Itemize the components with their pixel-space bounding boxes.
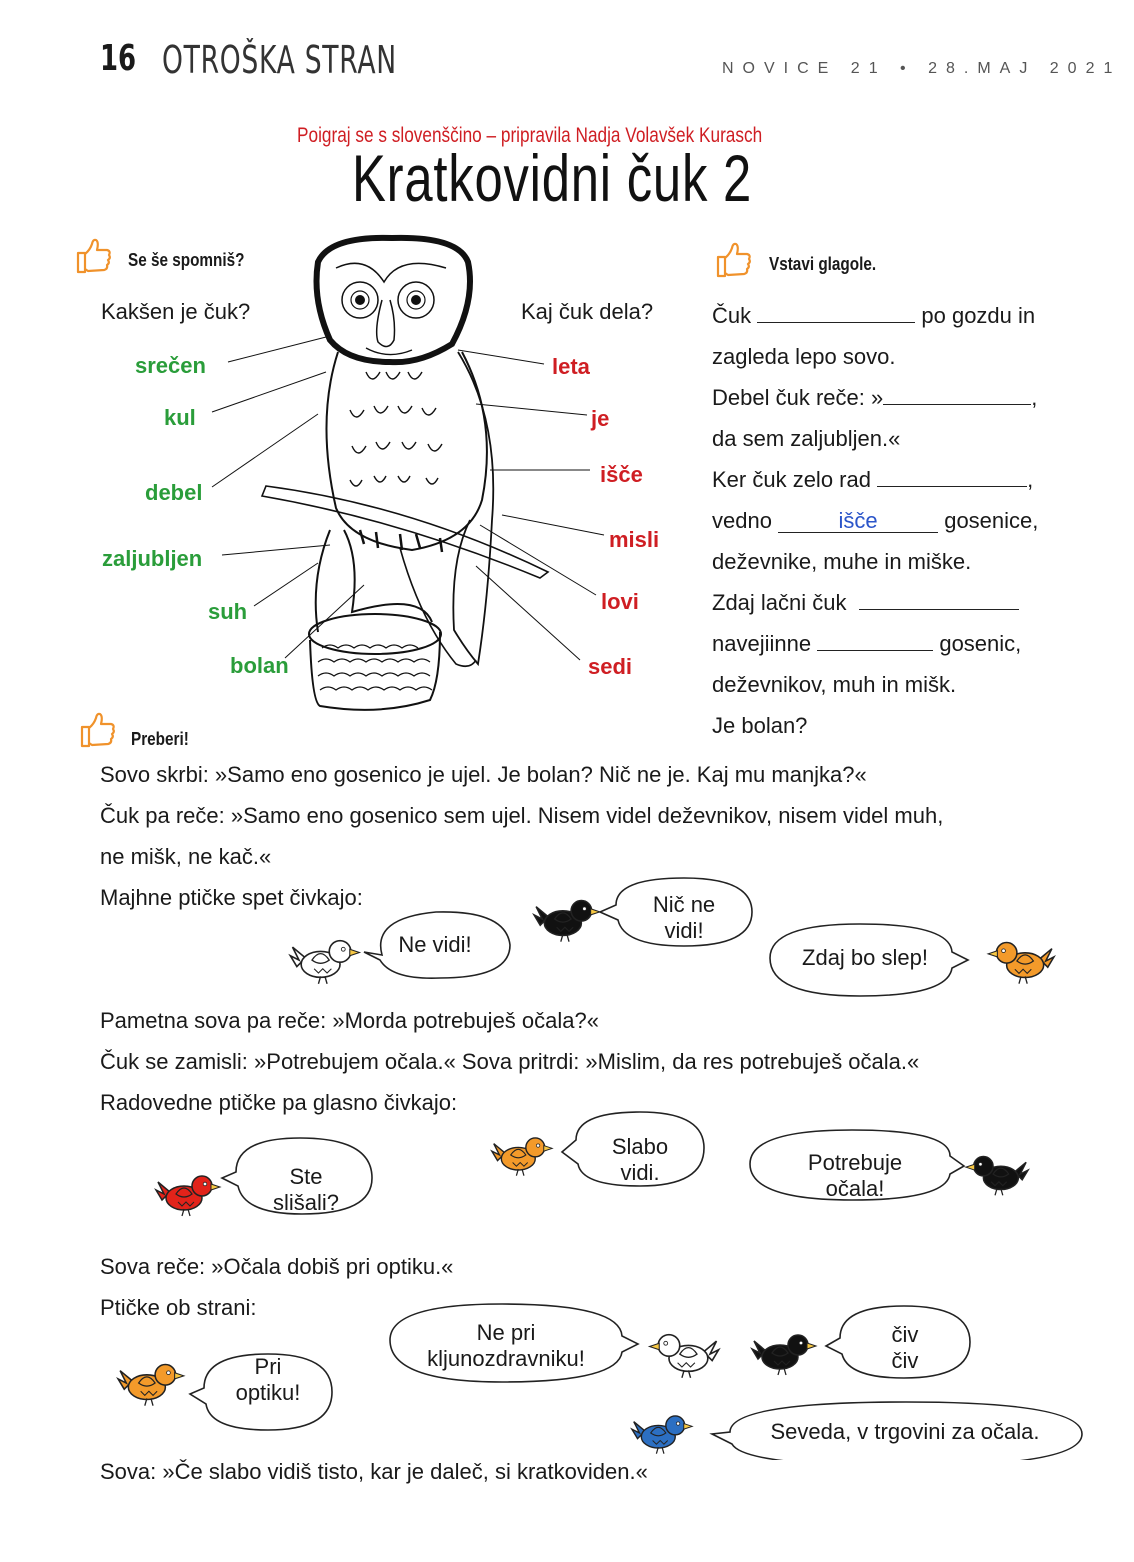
red-bird-icon — [154, 1168, 224, 1218]
bubble-line: Slabo — [611, 1134, 669, 1159]
story-paragraph: Čuk pa reče: »Samo eno gosenico sem ujel. Nisem videl deževnikov, nisem videl muh, — [100, 803, 944, 828]
bubble-line: optiku! — [235, 1380, 301, 1405]
exercise-line: gosenice, — [944, 508, 1039, 533]
bubble-line: vidi! — [664, 918, 704, 943]
remember-heading: Se še spomniš? — [128, 250, 245, 270]
exercise-line: navejiinne — [712, 631, 812, 656]
issue-info: NOVICE 21 • 28.MAJ 2021 — [722, 60, 1122, 77]
adjective-label: suh — [208, 599, 248, 624]
exercise-line: deževnike, muhe in miške. — [712, 549, 972, 574]
white-bird-icon — [644, 1326, 722, 1380]
black-bird-icon — [962, 1148, 1030, 1198]
verb-label: misli — [609, 527, 660, 552]
speech-bubble-text: Seveda, v trgovini za očala. — [770, 1419, 1040, 1444]
section-title: OTROŠKA STRAN — [162, 38, 397, 82]
speech-bubble-text — [396, 1320, 616, 1372]
bubble-line: slišali? — [272, 1190, 340, 1215]
orange-bird-icon — [116, 1356, 188, 1408]
answer-blank[interactable] — [883, 386, 1031, 405]
speech-bubble-text: Zdaj bo slep! — [802, 945, 928, 970]
exercise-line: Ker čuk zelo rad — [712, 467, 871, 492]
story-paragraph: Radovedne ptičke pa glasno čivkajo: — [100, 1090, 458, 1115]
answer-blank[interactable] — [877, 468, 1027, 487]
story-paragraph: Pametna sova pa reče: »Morda potrebuješ očala?« — [100, 1008, 599, 1033]
exercise-line: , — [1031, 385, 1038, 410]
bubble-line: vidi. — [620, 1160, 660, 1185]
exercise-line: Je bolan? — [712, 713, 808, 738]
story-paragraph: Ptičke ob strani: — [100, 1295, 257, 1320]
speech-bubble-text — [206, 1354, 330, 1406]
bubble-line: kljunozdravniku! — [427, 1346, 585, 1371]
story-paragraph: Sova: »Če slabo vidiš tisto, kar je daleč, si kratkoviden.« — [100, 1459, 648, 1484]
speech-bubble-text — [844, 1322, 966, 1374]
exercise-line: gosenic, — [939, 631, 1022, 656]
speech-bubble-text: Ne vidi! — [398, 932, 472, 957]
filled-answer[interactable]: išče — [778, 510, 938, 533]
bubble-line: čiv — [891, 1322, 919, 1347]
adjective-label: kul — [164, 405, 196, 430]
verb-label: išče — [600, 462, 643, 487]
adjective-label: bolan — [230, 653, 289, 678]
author-credit: Poigraj se s slovenščino – pripravila Nadja Volavšek Kurasch — [297, 124, 763, 147]
black-bird-icon — [532, 892, 604, 944]
speech-bubble-text — [244, 1164, 368, 1216]
bubble-line: čiv — [891, 1348, 919, 1373]
speech-bubble-text — [622, 892, 746, 944]
exercise-line: Debel čuk reče: » — [712, 385, 884, 410]
story-paragraph: Majhne ptičke spet čivkajo: — [100, 885, 363, 910]
question-adjectives: Kakšen je čuk? — [101, 299, 251, 324]
bubble-line: očala! — [825, 1176, 885, 1201]
exercise-line: vedno — [712, 508, 772, 533]
adjective-label: debel — [145, 480, 203, 505]
exercise-line: Čuk — [712, 303, 752, 328]
exercise-line: Zdaj lačni čuk — [712, 590, 847, 615]
thumbs-up-icon — [714, 240, 754, 280]
verb-label: sedi — [588, 654, 633, 679]
exercise-line: zagleda lepo sovo. — [712, 344, 896, 369]
bubble-line: Ste — [289, 1164, 323, 1189]
adjective-label: srečen — [135, 353, 206, 378]
page-title: Kratkovidni čuk 2 — [352, 141, 753, 215]
orange-bird-icon — [490, 1130, 556, 1178]
white-bird-icon — [288, 932, 364, 986]
verb-label: leta — [552, 354, 590, 379]
exercise-line: , — [1027, 467, 1034, 492]
bubble-line: Nič ne — [652, 892, 716, 917]
black-bird-icon — [750, 1326, 820, 1378]
answer-blank[interactable] — [757, 304, 915, 323]
speech-bubble-text — [760, 1150, 950, 1202]
exercise-text — [712, 295, 1038, 746]
bubble-line: Ne pri — [476, 1320, 536, 1345]
answer-blank[interactable] — [817, 632, 933, 651]
exercise-heading: Vstavi glagole. — [769, 254, 877, 274]
story-paragraph: Sova reče: »Očala dobiš pri optiku.« — [100, 1254, 454, 1279]
speech-bubble-text — [578, 1134, 702, 1186]
story-paragraph: Sovo skrbi: »Samo eno gosenico je ujel. Je bolan? Nič ne je. Kaj mu manjka?« — [100, 762, 867, 787]
bubble-line: Potrebuje — [807, 1150, 903, 1175]
verb-label: lovi — [601, 589, 639, 614]
thumbs-up-icon — [78, 710, 118, 750]
story-paragraph: Čuk se zamisli: »Potrebujem očala.« Sova pritrdi: »Mislim, da res potrebuješ očala.« — [100, 1049, 920, 1074]
exercise-line: deževnikov, muh in mišk. — [712, 672, 957, 697]
blue-bird-icon — [630, 1408, 696, 1456]
verb-label: je — [591, 406, 610, 431]
bubble-line: Pri — [254, 1354, 282, 1379]
story-paragraph: ne mišk, ne kač.« — [100, 844, 272, 869]
exercise-line: po gozdu in — [921, 303, 1036, 328]
adjective-label: zaljubljen — [102, 546, 203, 571]
orange-bird-icon — [984, 934, 1056, 986]
exercise-line: da sem zaljubljen.« — [712, 426, 901, 451]
question-verbs: Kaj čuk dela? — [521, 299, 654, 324]
answer-blank[interactable] — [859, 591, 1019, 610]
story-heading: Preberi! — [131, 729, 189, 749]
page-number: 16 — [100, 38, 137, 79]
